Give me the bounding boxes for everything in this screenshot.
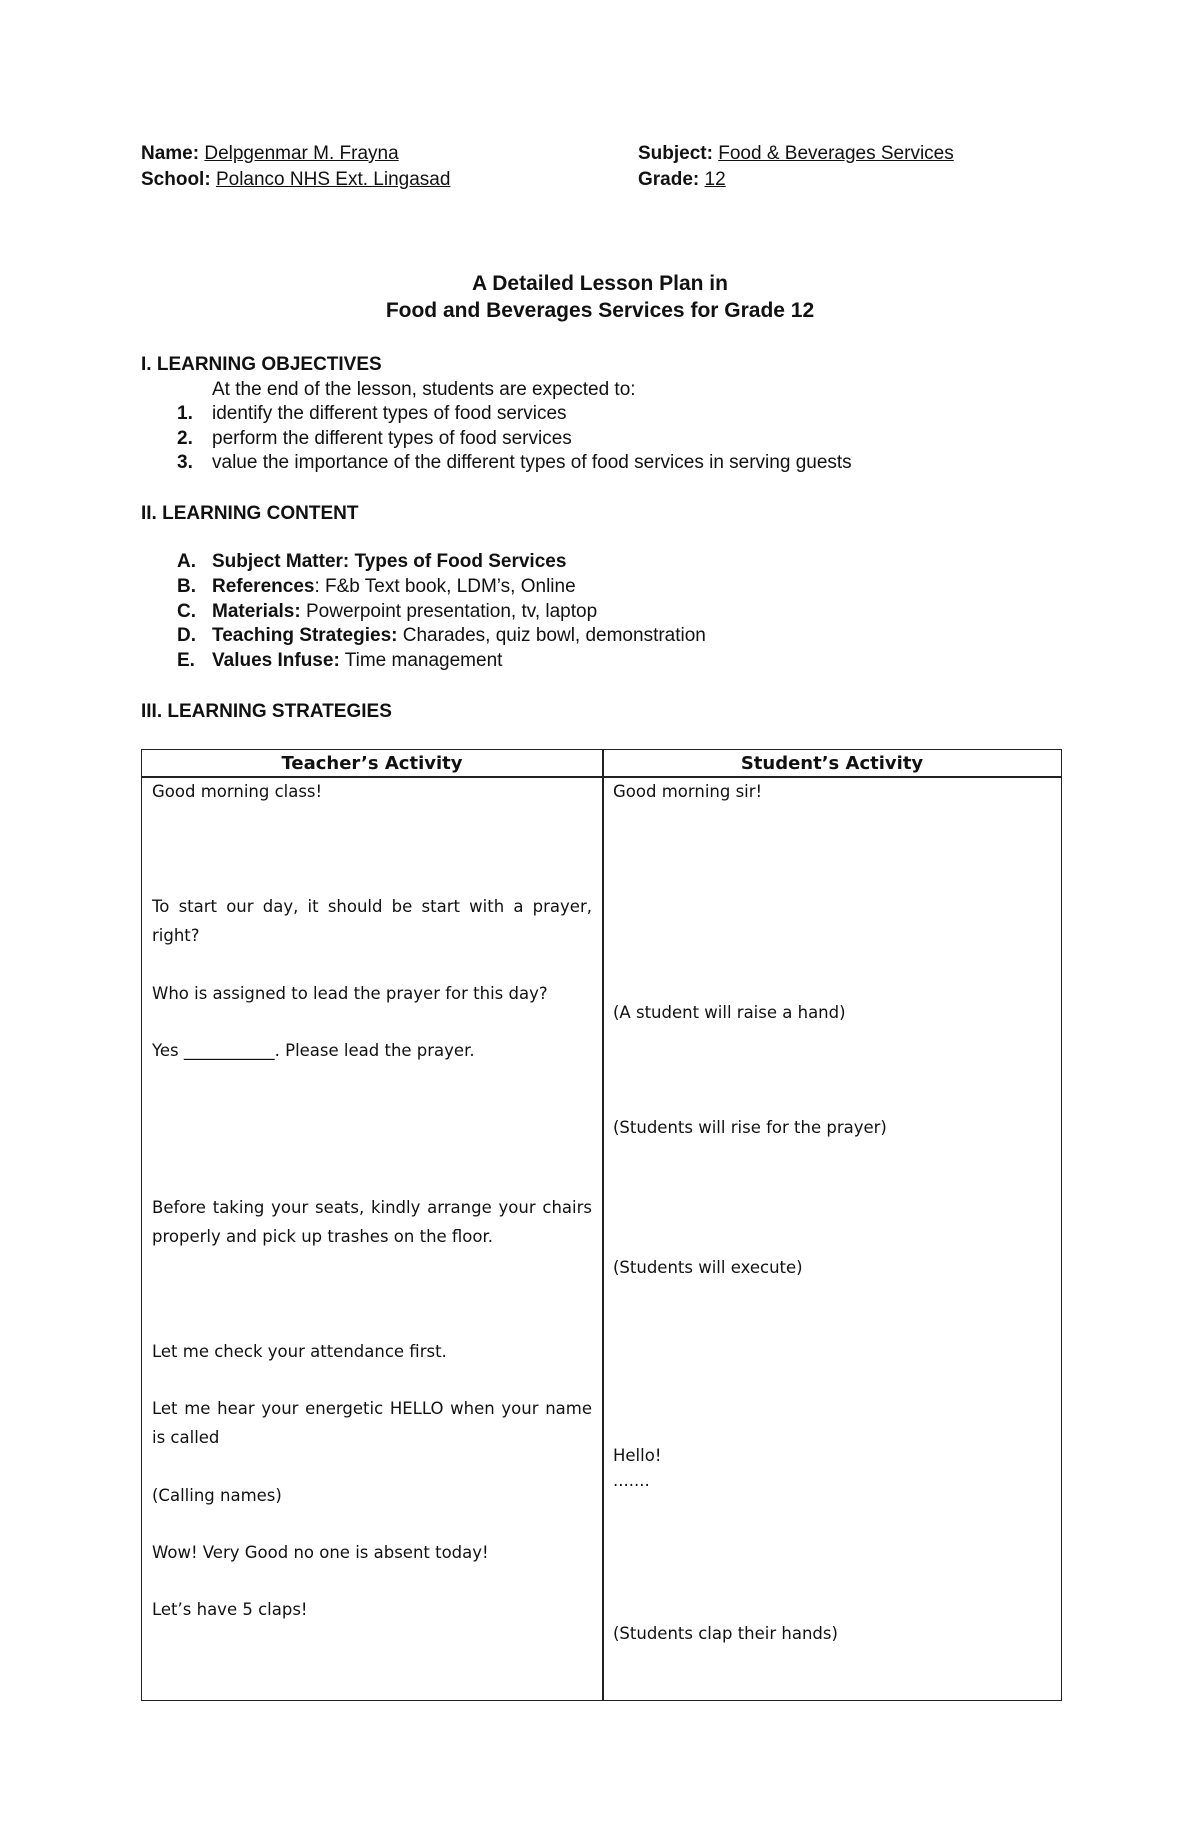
content-item <box>177 624 706 649</box>
student-activity: (Students will rise for the prayer) <box>613 1118 887 1137</box>
teacher-activity: Before taking your seats, kindly arrange your chairs properly and pick up trashes on the floor. <box>152 1198 592 1246</box>
teacher-activity: To start our day, it should be start with a prayer, right? <box>152 897 592 945</box>
activity-table <box>141 749 1062 1701</box>
grade-row <box>638 167 954 193</box>
strategies-heading: III. LEARNING STRATEGIES <box>141 701 392 722</box>
header-left <box>141 141 450 193</box>
title-line-2: Food and Beverages Services for Grade 12 <box>385 299 815 322</box>
teacher-activity: Yes ___________. Please lead the prayer. <box>152 1041 475 1060</box>
subject-value: Food & Beverages Services <box>718 143 954 164</box>
content-key: Values Infuse: <box>212 650 340 672</box>
school-label: School: <box>141 169 211 190</box>
content-letter: D. <box>177 625 196 647</box>
content-item <box>177 649 706 674</box>
name-row <box>141 141 450 167</box>
column-divider <box>602 750 604 1700</box>
teacher-activity: Let me check your attendance first. <box>152 1342 447 1361</box>
objective-text: perform the different types of food services <box>212 427 572 449</box>
grade-label: Grade: <box>638 169 700 190</box>
content-value: : F&b Text book, LDM’s, Online <box>314 575 576 597</box>
content-heading: II. LEARNING CONTENT <box>141 503 359 524</box>
student-activity: Hello! <box>613 1446 662 1465</box>
subject-label: Subject: <box>638 143 713 164</box>
student-activity: (A student will raise a hand) <box>613 1003 846 1022</box>
objective-number: 1. <box>177 403 193 424</box>
content-key: Subject Matter: Types of Food Services <box>212 551 567 572</box>
objective-item <box>177 402 852 427</box>
content-item <box>177 550 706 575</box>
name-label: Name: <box>141 143 200 164</box>
student-activity: Good morning sir! <box>613 782 763 801</box>
objective-item <box>177 451 852 476</box>
content-list <box>177 550 706 674</box>
objective-text: identify the different types of food services <box>212 403 567 424</box>
subject-row <box>638 141 954 167</box>
teacher-activity: Wow! Very Good no one is absent today! <box>152 1543 489 1562</box>
header-right <box>638 141 954 193</box>
objectives-list <box>177 402 852 476</box>
teacher-activity: Let’s have 5 claps! <box>152 1600 308 1619</box>
objective-item <box>177 427 852 452</box>
grade-value: 12 <box>704 169 726 190</box>
objective-number: 3. <box>177 452 193 473</box>
student-activity: (Students will execute) <box>613 1258 803 1277</box>
content-value: Powerpoint presentation, tv, laptop <box>300 600 598 622</box>
content-key: References <box>212 575 315 597</box>
teacher-activity: (Calling names) <box>152 1486 282 1505</box>
content-letter: C. <box>177 600 196 622</box>
content-letter: B. <box>177 575 196 597</box>
student-activity: (Students clap their hands) <box>613 1624 838 1643</box>
objectives-intro: At the end of the lesson, students are expected to: <box>212 379 636 400</box>
teacher-activity: Good morning class! <box>152 782 323 801</box>
content-key: Materials: <box>212 600 301 622</box>
title-line-1: A Detailed Lesson Plan in <box>472 272 728 295</box>
student-activity: ....... <box>613 1471 650 1490</box>
content-letter: A. <box>177 551 196 572</box>
name-value: Delpgenmar M. Frayna <box>204 143 399 164</box>
content-item <box>177 575 706 600</box>
objective-text: value the importance of the different types of food services in serving guests <box>212 452 852 473</box>
student-column-header: Student’s Activity <box>740 753 924 774</box>
document-title <box>0 270 1200 324</box>
content-key: Teaching Strategies: <box>212 625 398 647</box>
objectives-heading: I. LEARNING OBJECTIVES <box>141 354 382 375</box>
content-item <box>177 600 706 625</box>
school-value: Polanco NHS Ext. Lingasad <box>215 169 451 190</box>
objective-number: 2. <box>177 427 193 449</box>
content-value: Charades, quiz bowl, demonstration <box>397 625 706 647</box>
teacher-activity: Let me hear your energetic HELLO when your name is called <box>152 1399 592 1447</box>
teacher-column-header: Teacher’s Activity <box>281 753 463 774</box>
teacher-activity: Who is assigned to lead the prayer for this day? <box>152 984 548 1003</box>
content-letter: E. <box>177 650 195 672</box>
school-row <box>141 167 450 193</box>
content-value: Time management <box>339 650 503 672</box>
